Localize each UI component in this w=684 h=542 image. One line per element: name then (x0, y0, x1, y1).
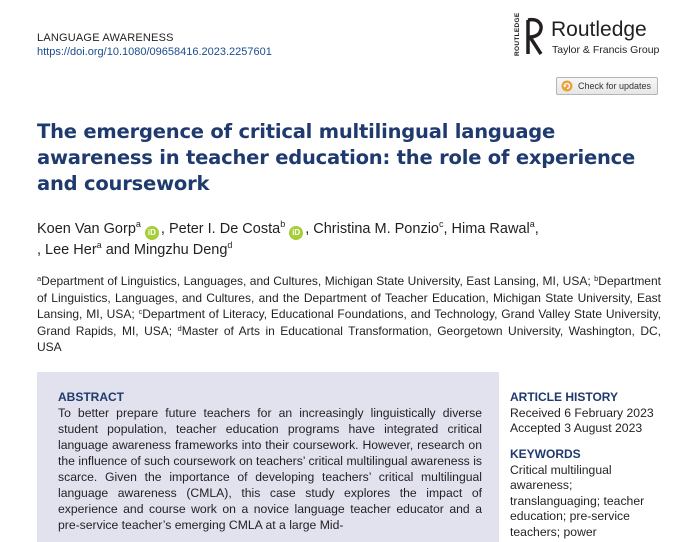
author-affil-mark: a (96, 240, 102, 250)
author-name[interactable]: Koen Van Gorp (37, 221, 136, 237)
publisher-vertical-label: ROUTLEDGE (514, 12, 521, 56)
author-affil-mark: a (135, 219, 141, 229)
author-name[interactable]: , Hima Rawal (443, 221, 530, 237)
author-name[interactable]: and Mingzhu Deng (101, 242, 228, 258)
accepted-date: Accepted 3 August 2023 (510, 421, 643, 435)
publisher-logo[interactable] (514, 12, 664, 60)
orcid-icon[interactable]: iD (145, 226, 159, 240)
abstract-heading: ABSTRACT (58, 390, 124, 404)
affil-mark-b: b (594, 274, 599, 283)
routledge-r-icon (526, 16, 544, 56)
affiliations (37, 273, 661, 356)
check-updates-icon (561, 80, 573, 92)
abstract-text: To better prepare future teachers for an increasingly linguistically diverse student population, teacher education programs have integrated critical language awareness frameworks into their coursework. However, research on the influence of such coursework on teachers’ critical multilingual awareness is scarce. Given the importance of developing teachers’ critical multilingual language awareness (CMLA), this case study explores the impact of experience and course work on a novice language teacher educator and a pre-service teacher’s emerging CMLA at a large Mid- (58, 406, 482, 532)
affiliation-b: Department of Linguistics, Languages, and Cultures, and the Department of Teacher Education, Michigan State University, East Lansing, MI, USA; (37, 274, 661, 321)
keywords-section (510, 447, 660, 540)
author-name[interactable]: , Peter I. De Costa (160, 221, 281, 237)
orcid-icon[interactable]: iD (289, 226, 303, 240)
author-affil-mark: b (280, 219, 286, 229)
affil-mark-d: d (177, 323, 182, 333)
check-for-updates-button[interactable] (556, 77, 658, 95)
author-affil-mark: a (529, 219, 535, 229)
author-name[interactable]: , Christina M. Ponzio (305, 221, 439, 237)
author-name[interactable]: , Lee Her (37, 242, 97, 258)
keywords-heading: KEYWORDS (510, 447, 581, 461)
publisher-subtitle: Taylor & Francis Group (552, 44, 660, 56)
publisher-vertical-text (514, 12, 524, 56)
article-history (510, 390, 660, 437)
affil-mark-c: c (138, 307, 143, 316)
article-title: The emergence of critical multilingual language awareness in teacher education: the role of experience and coursework (37, 120, 636, 195)
affiliation-a: Department of Linguistics, Languages, and Cultures, Michigan State University, East Lansing, MI, USA; (41, 274, 595, 288)
affiliation-c: Department of Literacy, Educational Foundations, and Technology, Grand Valley State University, Grand Rapids, MI, USA; (37, 307, 661, 338)
article-history-heading: ARTICLE HISTORY (510, 390, 619, 404)
author-list: Koen Van Gorp$^a$iD , Peter I. De Costa$^b$iD , Christina M. Ponzio$^c$, Hima Rawal$^a$, , Lee Her$^a$ and Mingzhu Deng$^d$ (37, 219, 539, 258)
journal-name: LANGUAGE AWARENESS (37, 32, 174, 44)
publisher-name: Routledge (551, 18, 647, 41)
check-updates-label: Check for updates (578, 81, 652, 91)
author-affil-mark: c (438, 219, 444, 229)
keywords-text: Critical multilingual awareness; translanguaging; teacher education; pre-service teachers; power (510, 462, 645, 539)
author-affil-mark: d (227, 240, 233, 250)
affiliation-d: Master of Arts in Educational Transformation, Georgetown University, Washington, DC, USA (37, 323, 662, 354)
doi-link[interactable]: https://doi.org/10.1080/09658416.2023.2257601 (37, 46, 272, 58)
affil-mark-a: a (37, 274, 42, 283)
received-date: Received 6 February 2023 (510, 405, 654, 420)
